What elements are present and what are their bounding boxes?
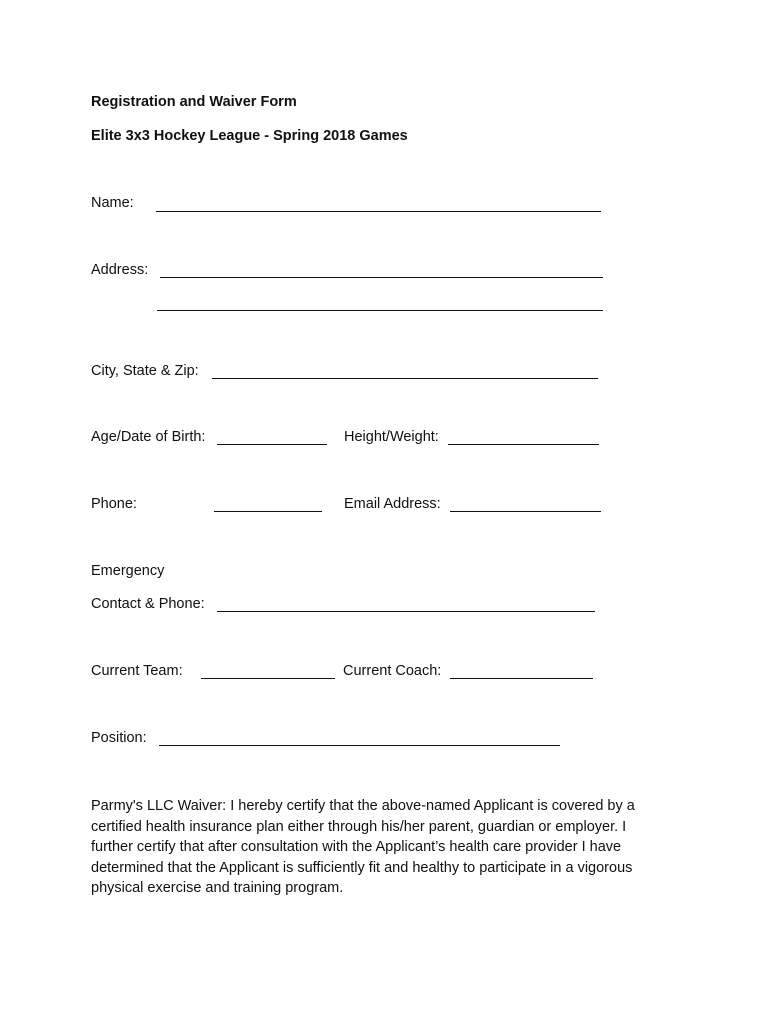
- phone-label: Phone:: [91, 496, 137, 512]
- current-coach-field[interactable]: [450, 663, 593, 679]
- name-label: Name:: [91, 195, 134, 211]
- address-line2-field[interactable]: [157, 295, 603, 311]
- address-label: Address:: [91, 262, 149, 278]
- emergency-contact-field[interactable]: [217, 596, 595, 612]
- position-label: Position:: [91, 730, 147, 746]
- city-state-zip-field[interactable]: [212, 363, 598, 379]
- current-coach-label: Current Coach:: [343, 663, 442, 679]
- emergency-label: Emergency: [91, 563, 165, 579]
- age-dob-field[interactable]: [217, 429, 327, 445]
- form-subtitle: Elite 3x3 Hockey League - Spring 2018 Games: [91, 128, 408, 144]
- current-team-field[interactable]: [201, 663, 335, 679]
- height-weight-field[interactable]: [448, 429, 599, 445]
- age-dob-label: Age/Date of Birth:: [91, 429, 206, 445]
- name-field[interactable]: [156, 196, 601, 212]
- waiver-text: Parmy's LLC Waiver: I hereby certify that the above-named Applicant is covered by a certified health insurance plan either through his/her parent, guardian or employer. I further certify that after consultation with the Applicant’s health care provider I have determined that the Applicant is sufficiently fit and healthy to participate in a vigorous physical exercise and training program.: [91, 798, 635, 897]
- email-label: Email Address:: [344, 496, 441, 512]
- city-state-zip-label: City, State & Zip:: [91, 363, 199, 379]
- current-team-label: Current Team:: [91, 663, 183, 679]
- phone-field[interactable]: [214, 496, 322, 512]
- height-weight-label: Height/Weight:: [344, 429, 439, 445]
- email-field[interactable]: [450, 496, 601, 512]
- address-line1-field[interactable]: [160, 262, 603, 278]
- form-title: Registration and Waiver Form: [91, 94, 297, 110]
- position-field[interactable]: [159, 730, 560, 746]
- emergency-contact-label: Contact & Phone:: [91, 596, 205, 612]
